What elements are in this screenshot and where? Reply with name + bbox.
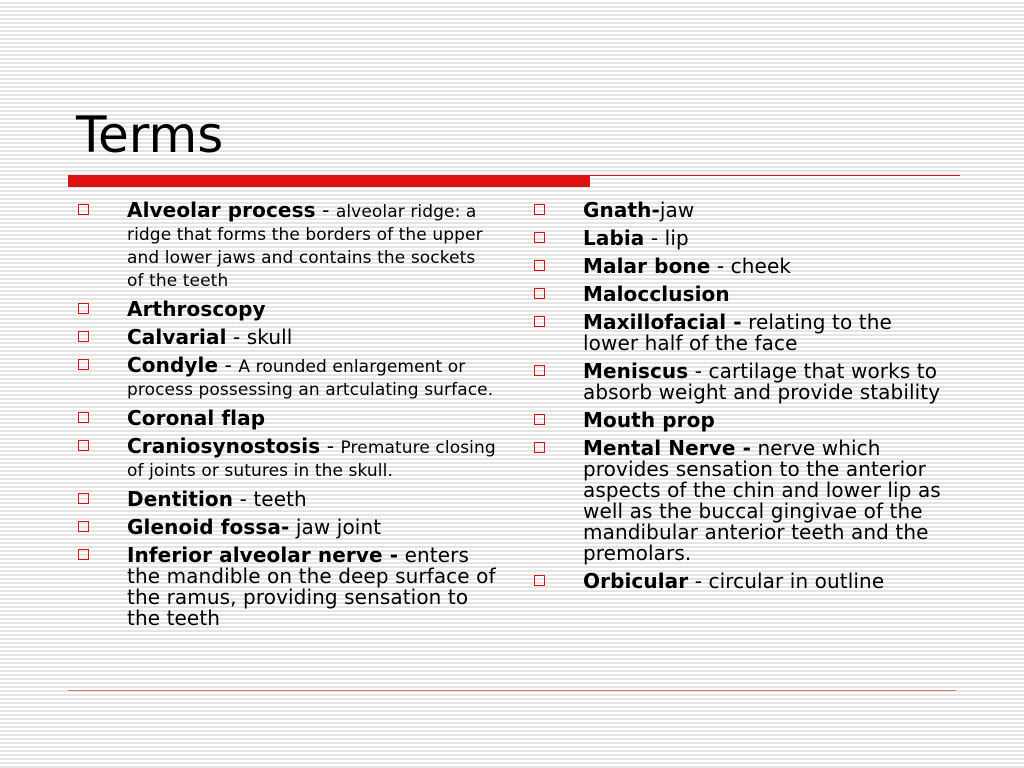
square-bullet-icon	[534, 204, 545, 215]
list-item	[533, 438, 953, 564]
right-column	[533, 200, 953, 599]
page-title: Terms	[76, 106, 224, 164]
term-name: Calvarial	[127, 325, 227, 349]
term-definition: cartilage that works to absorb weight and provide stability	[583, 359, 941, 404]
term-definition: skull	[246, 325, 293, 349]
term-name: Arthroscopy	[127, 297, 266, 321]
term-name: Meniscus	[583, 359, 689, 383]
term-separator: -	[688, 359, 709, 383]
list-item	[77, 489, 497, 510]
list-item	[533, 284, 953, 305]
term-name: Orbicular	[583, 569, 689, 593]
square-bullet-icon	[78, 412, 89, 423]
list-item	[533, 228, 953, 249]
term-separator: -	[315, 198, 336, 222]
list-item	[533, 571, 953, 592]
term-name: Mouth prop	[583, 408, 715, 432]
square-bullet-icon	[534, 442, 545, 453]
square-bullet-icon	[78, 331, 89, 342]
term-name: Condyle	[127, 353, 219, 377]
term-name: Labia	[583, 226, 645, 250]
term-definition: relating to the lower half of the face	[583, 310, 892, 355]
square-bullet-icon	[78, 521, 89, 532]
list-item	[77, 200, 497, 292]
square-bullet-icon	[534, 288, 545, 299]
list-item	[533, 200, 953, 221]
bottom-divider	[68, 690, 956, 691]
term-name: Glenoid fossa-	[127, 515, 290, 539]
right-term-list	[533, 200, 953, 592]
list-item	[533, 312, 953, 354]
square-bullet-icon	[78, 493, 89, 504]
term-definition: Premature closing of joints or sutures in the skull.	[127, 438, 496, 481]
term-name: Maxillofacial -	[583, 310, 742, 334]
term-definition: alveolar ridge: a ridge that forms the borders of the upper and lower jaws and contains the sockets of the teeth	[127, 202, 483, 291]
list-item	[77, 408, 497, 429]
term-definition: cheek	[730, 254, 792, 278]
square-bullet-icon	[78, 440, 89, 451]
title-underline-thick	[68, 175, 590, 187]
list-item	[533, 256, 953, 277]
term-definition: teeth	[253, 487, 307, 511]
square-bullet-icon	[78, 359, 89, 370]
left-column	[77, 200, 497, 636]
term-definition: lip	[664, 226, 689, 250]
term-name: Mental Nerve -	[583, 436, 752, 460]
term-name: Inferior alveolar nerve -	[127, 543, 399, 567]
square-bullet-icon	[78, 204, 89, 215]
term-definition: circular in outline	[708, 569, 885, 593]
term-separator: -	[644, 226, 665, 250]
term-definition: jaw	[659, 198, 695, 222]
term-name: Craniosynostosis	[127, 434, 321, 458]
list-item	[77, 517, 497, 538]
list-item	[77, 327, 497, 348]
square-bullet-icon	[534, 575, 545, 586]
term-name: Malocclusion	[583, 282, 730, 306]
list-item	[77, 436, 497, 482]
term-separator: -	[320, 434, 341, 458]
square-bullet-icon	[78, 549, 89, 560]
list-item	[77, 545, 497, 629]
term-separator: -	[710, 254, 731, 278]
term-name: Malar bone	[583, 254, 711, 278]
square-bullet-icon	[534, 260, 545, 271]
list-item	[533, 361, 953, 403]
term-definition: enters the mandible on the deep surface of the ramus, providing sensation to the teeth	[127, 543, 496, 630]
term-name: Dentition	[127, 487, 234, 511]
list-item	[533, 410, 953, 431]
list-item	[77, 299, 497, 320]
square-bullet-icon	[534, 232, 545, 243]
square-bullet-icon	[534, 316, 545, 327]
term-separator: -	[233, 487, 254, 511]
term-definition: jaw joint	[295, 515, 382, 539]
term-definition: A rounded enlargement or process possessing an artculating surface.	[127, 357, 494, 400]
term-separator: -	[688, 569, 709, 593]
term-name: Coronal flap	[127, 406, 266, 430]
square-bullet-icon	[534, 414, 545, 425]
left-term-list	[77, 200, 497, 629]
term-name: Gnath-	[583, 198, 660, 222]
list-item	[77, 355, 497, 401]
term-name: Alveolar process	[127, 198, 316, 222]
square-bullet-icon	[78, 303, 89, 314]
title-underline-thin	[590, 175, 960, 176]
term-definition: nerve which provides sensation to the anterior aspects of the chin and lower lip as well as the buccal gingivae of the mandibular anterior teeth and the premolars.	[583, 436, 941, 565]
square-bullet-icon	[534, 365, 545, 376]
term-separator: -	[226, 325, 247, 349]
term-separator: -	[218, 353, 239, 377]
